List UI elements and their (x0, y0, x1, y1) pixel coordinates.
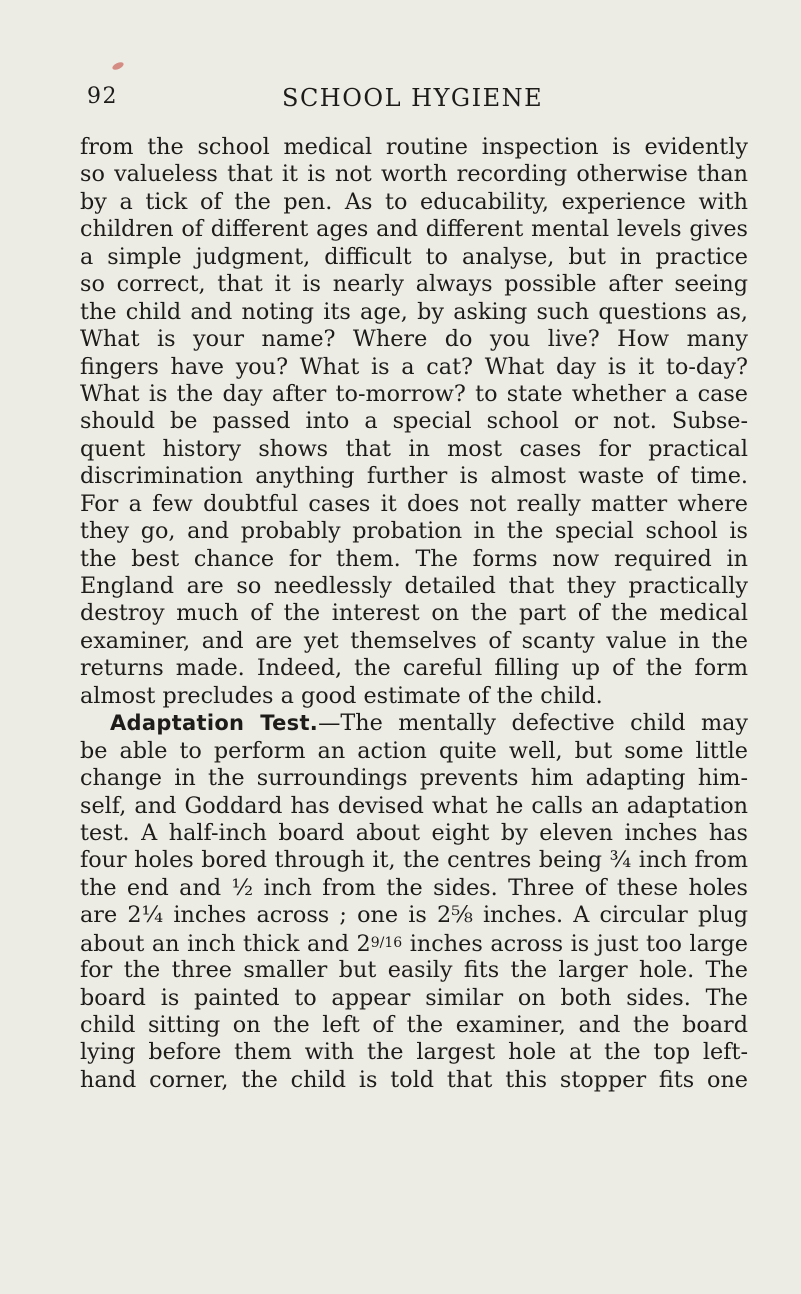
text-line: returns made. Indeed, the careful filling up of the form (80, 655, 748, 682)
text-line: examiner, and are yet themselves of scanty value in the (80, 627, 748, 654)
fraction: ½ (231, 874, 254, 901)
page-number: 92 (87, 84, 118, 109)
text-line: be able to perform an action quite well, but some little (80, 737, 748, 764)
text-line (80, 847, 748, 874)
text-line: child sitting on the left of the examiner, and the board (80, 1012, 748, 1038)
text-fragment: inch from the sides. Three of these holes (263, 874, 748, 901)
text-fragment: inches. A circular plug (483, 902, 748, 929)
text-line: change in the surroundings prevents him adapting him- (80, 765, 748, 792)
text-line: the child and noting its age, by asking such questions as, (80, 298, 748, 325)
text-line: What is your name? Where do you live? How many (80, 326, 748, 353)
text-line: almost precludes a good estimate of the child. (80, 682, 603, 709)
fraction: 9/16 (370, 934, 403, 951)
paragraph-start (80, 710, 748, 737)
text-line (80, 930, 748, 957)
text-line: so correct, that it is nearly always possible after seeing (80, 271, 748, 298)
section-heading: Adaptation Test. (110, 711, 319, 736)
fraction: ¼ (141, 902, 164, 929)
text-fragment: the end and (80, 874, 222, 901)
fraction: ¾ (609, 847, 632, 874)
text-line: so valueless that it is not worth recording otherwise than (80, 161, 748, 188)
text-line: board is painted to appear similar on both sides. The (80, 984, 748, 1011)
text-line (80, 902, 748, 929)
text-fragment: —The mentally defective child may (318, 710, 748, 737)
text-line: test. A half-inch board about eight by eleven inches has (80, 819, 748, 846)
text-fragment: inches across ; one is 2 (173, 902, 452, 929)
text-line: For a few doubtful cases it does not really matter where (80, 490, 748, 517)
text-line: children of different ages and different mental levels gives (80, 216, 748, 243)
text-line: England are so needlessly detailed that they practically (80, 573, 748, 599)
text-fragment: four holes bored through it, the centres being (80, 847, 603, 874)
text-fragment: inches across is just too large (409, 930, 748, 957)
ink-mark (111, 61, 124, 72)
text-line: from the school medical routine inspection is evidently (80, 134, 748, 160)
text-line: hand corner, the child is told that this stopper fits one (80, 1066, 748, 1093)
text-line: fingers have you? What is a cat? What day is it to-day? (80, 353, 748, 380)
page-header (0, 84, 801, 124)
text-fragment: about an inch thick and 2 (80, 930, 371, 957)
text-line: What is the day after to-morrow? to state whether a case (80, 380, 748, 407)
body-text (80, 134, 748, 1094)
text-line: destroy much of the interest on the part of the medical (80, 600, 748, 627)
text-line: lying before them with the largest hole at the top left- (80, 1039, 748, 1066)
fraction: ⅝ (451, 902, 473, 929)
running-title: SCHOOL HYGIENE (282, 84, 544, 112)
text-line: by a tick of the pen. As to educability, experience with (80, 188, 748, 215)
text-fragment: inch from (638, 847, 749, 874)
text-line: quent history shows that in most cases for practical (80, 435, 748, 462)
text-line: the best chance for them. The forms now required in (80, 545, 748, 572)
text-line: should be passed into a special school or not. Subse- (80, 408, 748, 435)
text-line (80, 875, 748, 902)
text-line: a simple judgment, difficult to analyse, but in practice (80, 243, 748, 270)
text-line: they go, and probably probation in the special school is (80, 518, 748, 545)
text-line: discrimination anything further is almost waste of time. (80, 463, 748, 490)
text-fragment: are 2 (80, 902, 142, 929)
text-line: self, and Goddard has devised what he calls an adaptation (80, 792, 748, 819)
text-line: for the three smaller but easily fits the larger hole. The (80, 957, 748, 984)
